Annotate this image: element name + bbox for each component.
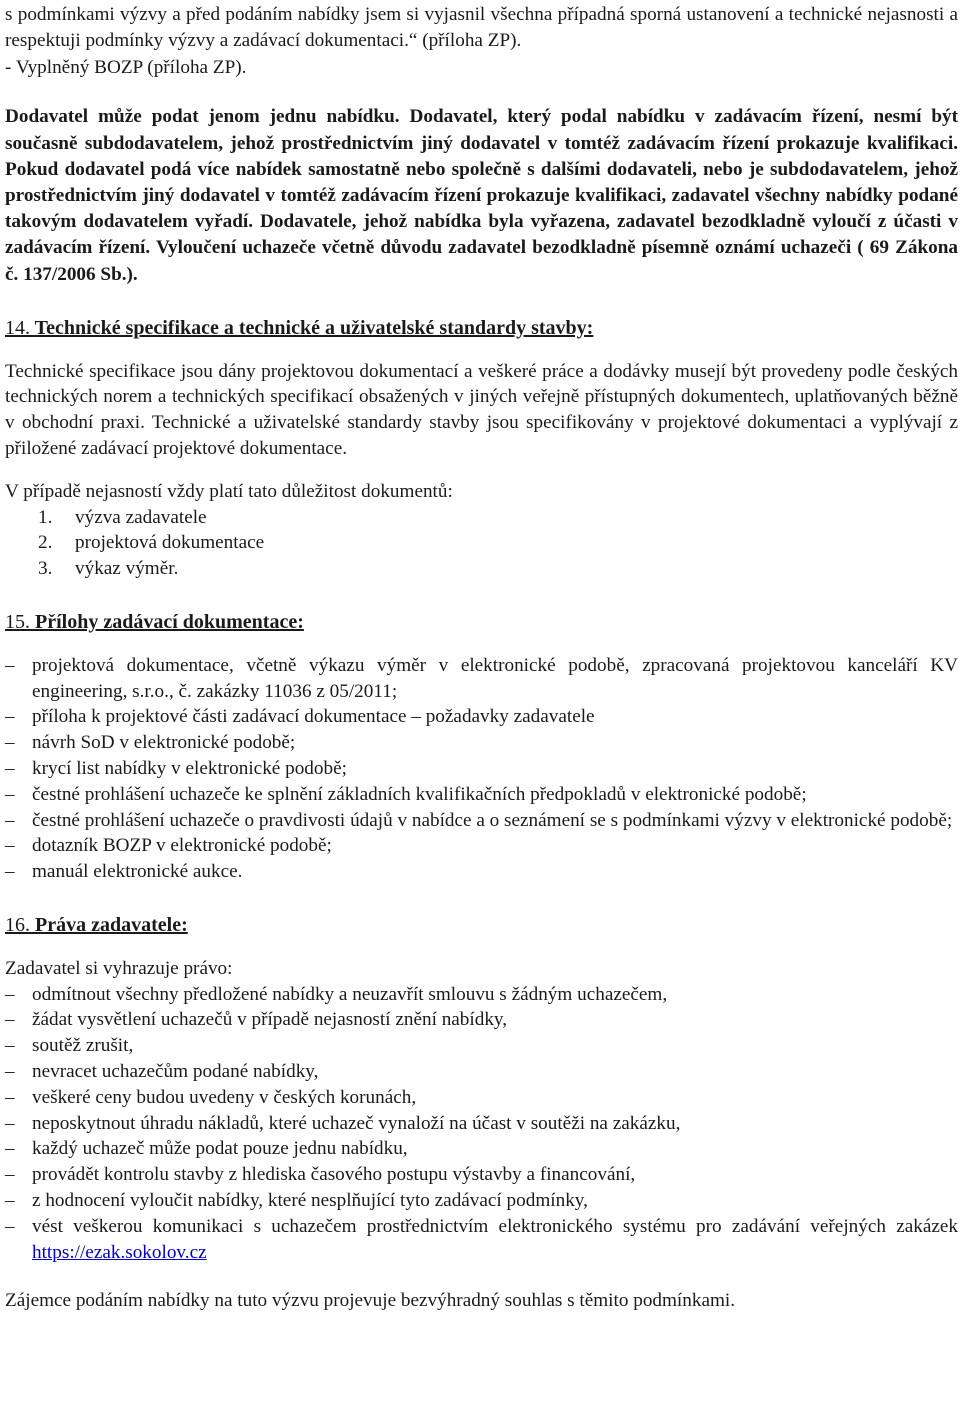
- section-14-title: Technické specifikace a technické a uživatelské standardy stavby:: [34, 316, 594, 339]
- section-16-heading: [5, 913, 958, 939]
- list-item: [5, 1214, 958, 1266]
- list-item: – neposkytnout úhradu nákladů, které uchazeč vynaloží na účast v soutěži na zakázku,: [5, 1111, 958, 1137]
- section-14-heading: [5, 316, 958, 342]
- bozp-attachment-line: - Vyplněný BOZP (příloha ZP).: [5, 56, 247, 78]
- list-item: – dotazník BOZP v elektronické podobě;: [5, 833, 958, 859]
- section-16-number: 16.: [5, 913, 30, 936]
- list-item: – z hodnocení vyloučit nabídky, které nesplňující tyto zadávací podmínky,: [5, 1188, 958, 1214]
- list-item: – odmítnout všechny předložené nabídky a neuzavřít smlouvu s žádným uchazečem,: [5, 982, 958, 1008]
- list-item: – soutěž zrušit,: [5, 1033, 958, 1059]
- list-item: – provádět kontrolu stavby z hlediska časového postupu výstavby a financování,: [5, 1162, 958, 1188]
- list-item: – návrh SoD v elektronické podobě;: [5, 730, 958, 756]
- rights-intro: Zadavatel si vyhrazuje právo:: [5, 957, 233, 979]
- list-item: – čestné prohlášení uchazeče o pravdivosti údajů v nabídce a o seznámení se s podmínkami výzvy v elektronické podobě;: [5, 808, 958, 834]
- offer-rules-paragraph: [5, 104, 958, 287]
- intro-paragraph: s podmínkami výzvy a před podáním nabídky jsem si vyjasnil všechna případná sporná ustanovení a technické nejasnosti a respektuji podmínky výzvy a zadávací dokumentaci.“ (příloha ZP).: [5, 4, 958, 51]
- section-14-number: 14.: [5, 316, 30, 339]
- list-item: 2. projektová dokumentace: [38, 532, 265, 554]
- list-item: – projektová dokumentace, včetně výkazu výměr v elektronické podobě, zpracovaná projektovou kanceláří KV engineering, s.r.o., č. zakázky 11036 z 05/2011;: [5, 653, 958, 705]
- list-item: 1. výzva zadavatele: [38, 506, 207, 528]
- section-16-title: Práva zadavatele:: [35, 913, 188, 936]
- document-page: [5, 2, 958, 1314]
- section-15-heading: [5, 610, 958, 636]
- offer-rules-part-b: Pokud dodavatel podá více nabídek samostatně nebo společně s dalšími dodavateli, nebo je subdodavatelem, jehož prostřednictvím jiný dodavatel v tomtéž zadávacím řízení prokazuje kvalifikaci, zadavatel všechny nabídky podané takovým dodavatelem vyřadí.: [5, 158, 958, 233]
- list-item: – nevracet uchazečům podané nabídky,: [5, 1059, 958, 1085]
- closing-statement: Zájemce podáním nabídky na tuto výzvu projevuje bezvýhradný souhlas s těmito podmínkami.: [5, 1290, 736, 1312]
- list-item: – čestné prohlášení uchazeče ke splnění základních kvalifikačních předpokladů v elektronické podobě;: [5, 782, 958, 808]
- list-item: – každý uchazeč může podat pouze jednu nabídku,: [5, 1136, 958, 1162]
- rights-list: [5, 982, 958, 1266]
- offer-rules-part-c: Dodavatele, jehož nabídka byla vyřazena, zadavatel bezodkladně vyloučí z účasti v zadávacím řízení. Vyloučení uchazeče včetně důvodu zadavatel bezodkladně písemně oznámí uchazeči ( 69 Zákona č. 137/2006 Sb.).: [5, 211, 958, 285]
- communication-text: vést veškerou komunikaci s uchazečem prostřednictvím elektronického systému pro zadávání veřejných zakázek: [32, 1215, 958, 1237]
- attachments-list: [5, 653, 958, 885]
- list-item: – manuál elektronické aukce.: [5, 859, 958, 885]
- section-14-paragraph: Technické specifikace jsou dány projektovou dokumentací a veškeré práce a dodávky musejí být provedeny podle českých technických norem a technických specifikací obsažených v jiných veřejně přístupných dokumentech, uplatňovaných běžně v obchodní praxi. Technické a uživatelské standardy stavby jsou specifikovány v projektové dokumentaci a vyplývají z přiložené zadávací projektové dokumentace.: [5, 360, 958, 459]
- list-item: – veškeré ceny budou uvedeny v českých korunách,: [5, 1085, 958, 1111]
- list-item: 3. výkaz výměr.: [38, 558, 179, 580]
- list-item: – příloha k projektové části zadávací dokumentace – požadavky zadavatele: [5, 704, 958, 730]
- section-15-title: Přílohy zadávací dokumentace:: [35, 610, 304, 633]
- priority-list: [5, 505, 958, 582]
- priority-intro: V případě nejasností vždy platí tato důležitost dokumentů:: [5, 480, 453, 502]
- section-15-number: 15.: [5, 610, 30, 633]
- list-item: – krycí list nabídky v elektronické podobě;: [5, 756, 958, 782]
- ezak-link[interactable]: https://ezak.sokolov.cz: [32, 1241, 207, 1263]
- list-item: – žádat vysvětlení uchazečů v případě nejasností znění nabídky,: [5, 1007, 958, 1033]
- offer-rules-part-a: Dodavatel může podat jenom jednu nabídku. Dodavatel, který podal nabídku v zadávacím řízení, nesmí být současně subdodavatelem, jehož prostřednictvím jiný dodavatel v tomtéž zadávacím řízení prokazuje kvalifikaci.: [5, 106, 958, 154]
